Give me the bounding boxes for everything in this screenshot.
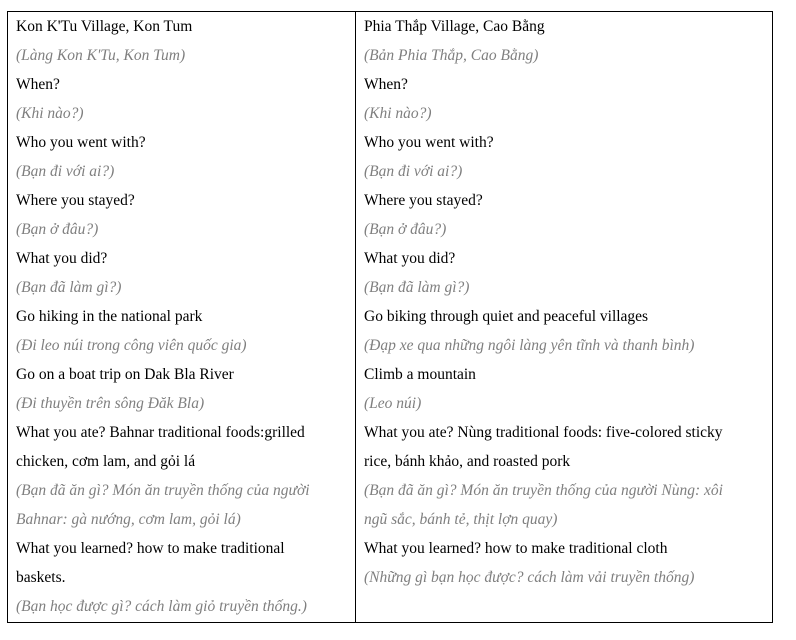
left-line: When? — [16, 76, 60, 93]
comparison-table — [7, 11, 773, 623]
right-line: What you learned? how to make traditional cloth — [364, 540, 668, 557]
right-line: Where you stayed? — [364, 192, 483, 209]
right-line: (Leo núi) — [364, 395, 422, 412]
right-line: rice, bánh khảo, and roasted pork — [364, 453, 571, 470]
left-line: (Đi thuyền trên sông Đăk Bla) — [16, 395, 205, 412]
left-line: baskets. — [16, 569, 66, 586]
right-line: What you ate? Nùng traditional foods: five-colored sticky — [364, 424, 723, 441]
right-line: Climb a mountain — [364, 366, 476, 383]
right-line: Go biking through quiet and peaceful villages — [364, 308, 649, 325]
left-line: chicken, cơm lam, and gỏi lá — [16, 453, 196, 470]
left-line: What you ate? Bahnar traditional foods:grilled — [16, 424, 305, 441]
left-line: (Bạn học được gì? cách làm giỏ truyền thống.) — [16, 598, 307, 615]
right-line: Who you went with? — [364, 134, 494, 151]
left-line: What you did? — [16, 250, 108, 267]
left-line: (Bạn đã làm gì?) — [16, 279, 122, 296]
right-line: (Những gì bạn học được? cách làm vải truyền thống) — [364, 569, 695, 586]
left-line: (Đi leo núi trong công viên quốc gia) — [16, 337, 247, 354]
left-line: Kon K'Tu Village, Kon Tum — [16, 18, 193, 35]
right-line: (Bạn đã làm gì?) — [364, 279, 470, 296]
left-line: (Làng Kon K'Tu, Kon Tum) — [16, 47, 186, 64]
left-line: What you learned? how to make traditional — [16, 540, 285, 557]
right-line: (Bạn đi với ai?) — [364, 163, 463, 180]
right-line: (Bản Phia Thắp, Cao Bằng) — [364, 47, 539, 64]
left-line: Where you stayed? — [16, 192, 135, 209]
right-line: (Khi nào?) — [364, 105, 432, 122]
right-line: When? — [364, 76, 408, 93]
right-line: Phia Thắp Village, Cao Bằng — [364, 18, 545, 35]
left-column — [8, 12, 356, 622]
left-line: (Bạn ở đâu?) — [16, 221, 99, 238]
left-line: Go on a boat trip on Dak Bla River — [16, 366, 234, 383]
right-line: ngũ sắc, bánh tẻ, thịt lợn quay) — [364, 511, 558, 528]
right-line: (Bạn ở đâu?) — [364, 221, 447, 238]
left-line: (Khi nào?) — [16, 105, 84, 122]
left-line: Go hiking in the national park — [16, 308, 203, 325]
left-line: (Bạn đi với ai?) — [16, 163, 115, 180]
left-line: Bahnar: gà nướng, cơm lam, gỏi lá) — [16, 511, 241, 528]
right-line: (Đạp xe qua những ngôi làng yên tĩnh và thanh bình) — [364, 337, 695, 354]
left-line: Who you went with? — [16, 134, 146, 151]
right-line: (Bạn đã ăn gì? Món ăn truyền thống của người Nùng: xôi — [364, 482, 723, 499]
right-column — [356, 12, 772, 622]
right-line: What you did? — [364, 250, 456, 267]
left-line: (Bạn đã ăn gì? Món ăn truyền thống của người — [16, 482, 310, 499]
